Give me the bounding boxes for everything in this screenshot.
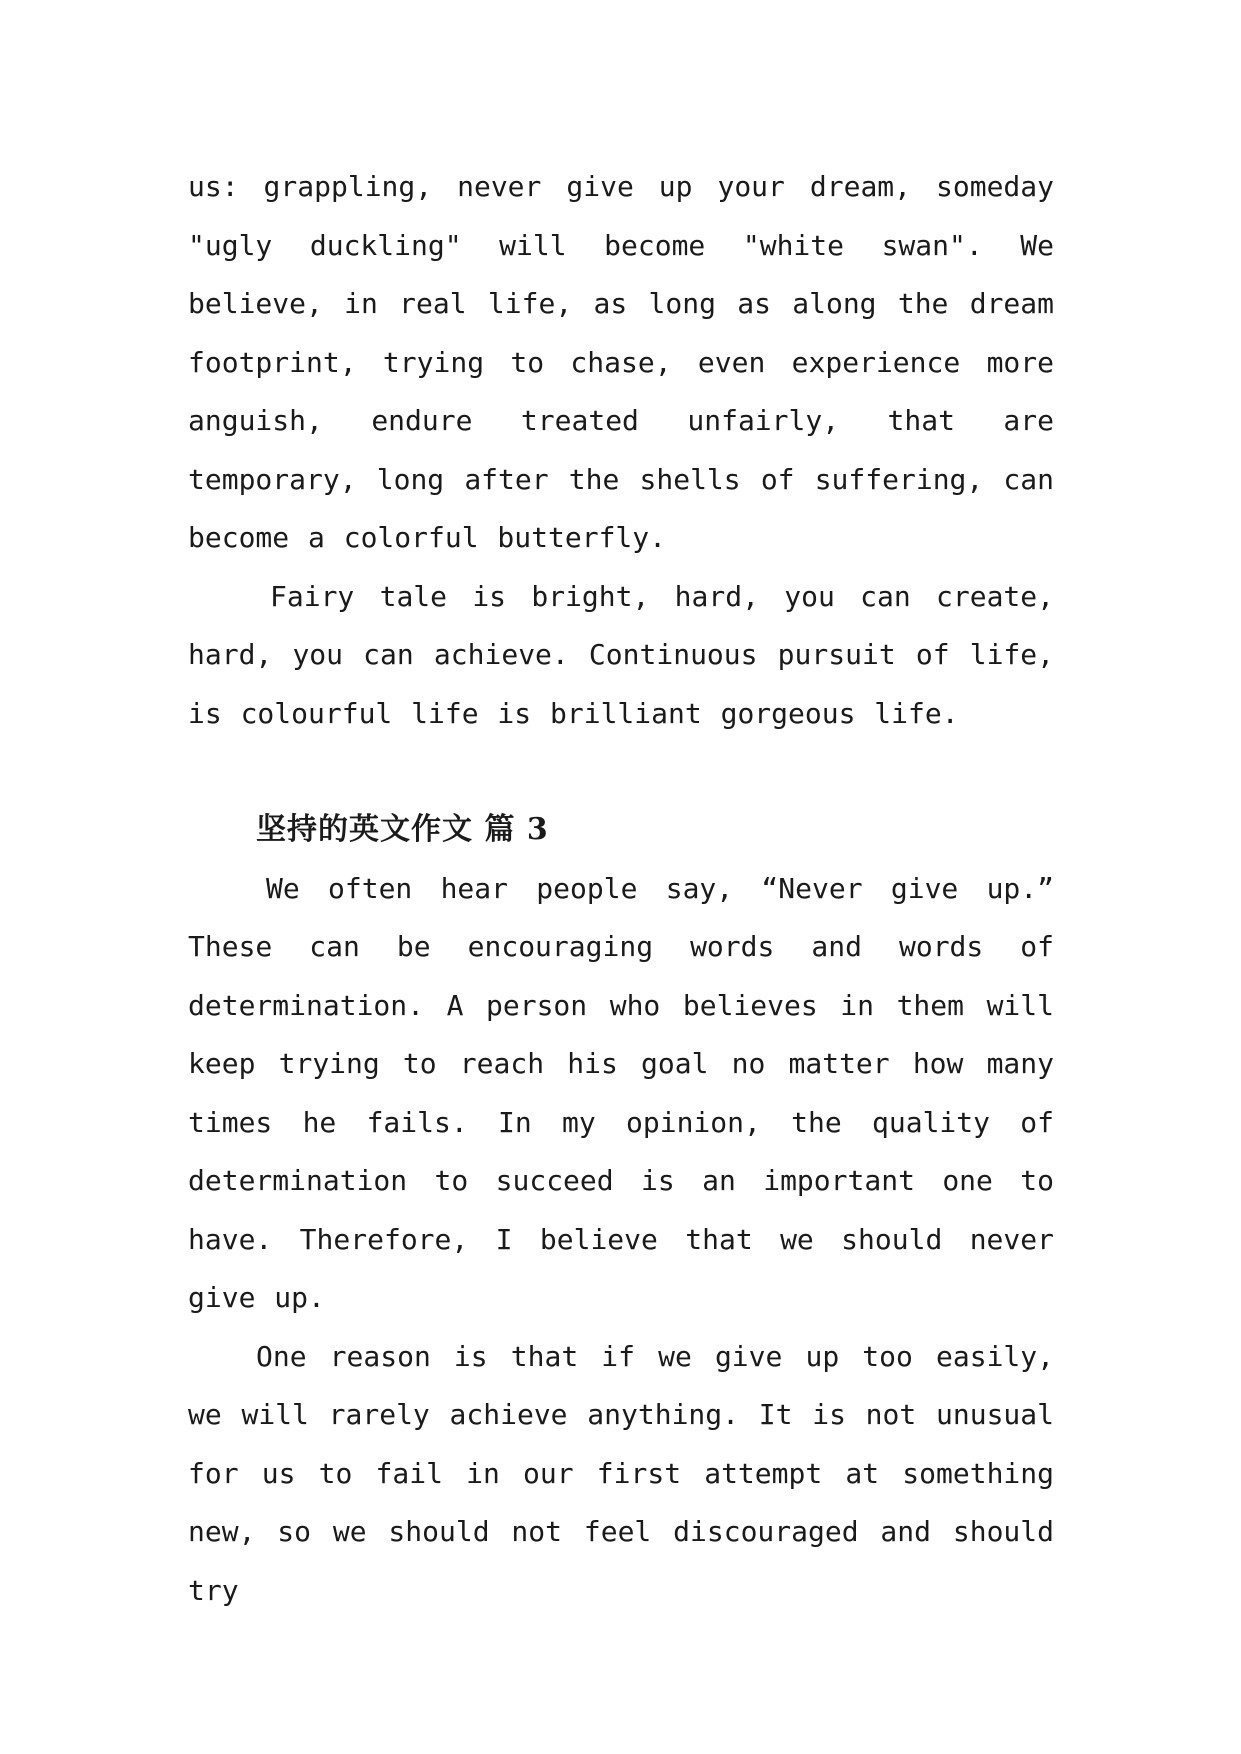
section-heading: 坚持的英文作文 篇 3 [256, 812, 549, 847]
body-paragraph: Fairy tale is bright, hard, you can create, hard, you can achieve. Continuous pursuit of life, is colourful life is brilliant gorgeous life. [188, 579, 1054, 730]
body-paragraph: One reason is that if we give up too easily, we will rarely achieve anything. It is not unusual for us to fail in our first attempt at something new, so we should not feel discouraged and should try [188, 1339, 1054, 1607]
body-paragraph: us: grappling, never give up your dream, someday "ugly duckling" will become "white swan". We believe, in real life, as long as along the dream footprint, trying to chase, even experience more anguish, endure treated unfairly, that are temporary, long after the shells of suffering, can become a colorful butterfly. [188, 170, 1054, 554]
document-page [188, 158, 1054, 1620]
body-paragraph: We often hear people say, “Never give up.” These can be encouraging words and words of determination. A person who believes in them will keep trying to reach his goal no matter how many times he fails. In my opinion, the quality of determination to succeed is an important one to have. Therefore, I believe that we should never give up. [188, 871, 1054, 1314]
